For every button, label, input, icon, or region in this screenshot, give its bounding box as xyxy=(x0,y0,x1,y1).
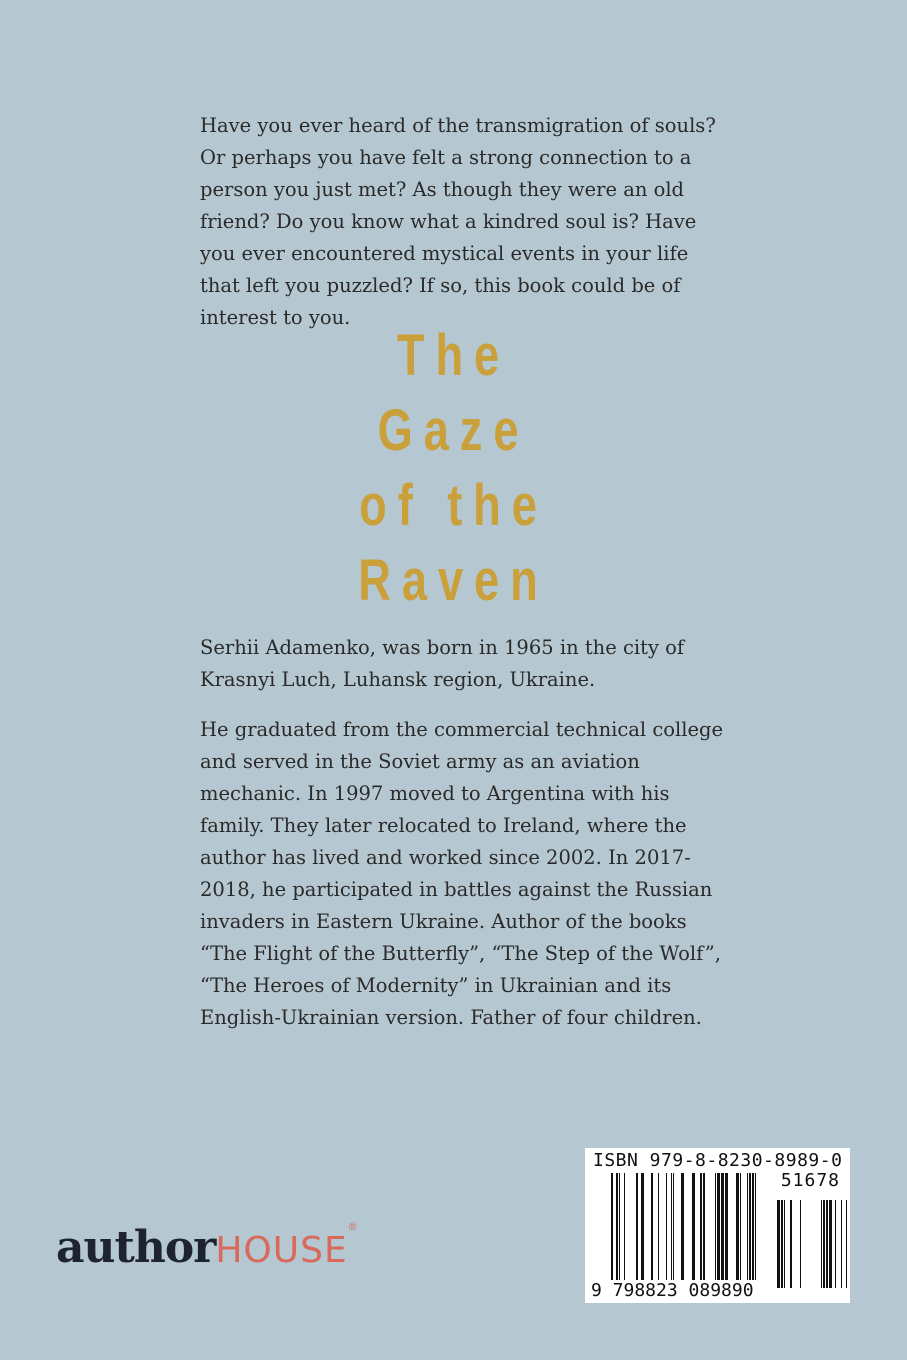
price-code: 51678 xyxy=(780,1170,840,1191)
publisher-logo xyxy=(56,1222,358,1273)
registered-mark: ® xyxy=(347,1222,358,1233)
back-cover-blurb: Have you ever heard of the transmigration of souls? Or perhaps you have felt a strong connection to a person you just met? As though they were an old friend? Do you know what a kindred soul is? Have you ever encountered mystical events in your life that left you puzzled? If so, this book could be of interest to you. xyxy=(200,114,716,329)
barcode-bar xyxy=(829,1200,832,1288)
barcode-bar xyxy=(800,1200,801,1288)
isbn-barcode xyxy=(585,1148,850,1303)
title-line: Raven xyxy=(358,548,549,613)
book-title xyxy=(0,318,907,618)
barcode-bar xyxy=(846,1200,847,1288)
title-line: Gaze xyxy=(377,398,530,463)
title-line: The xyxy=(396,323,511,388)
author-bio xyxy=(200,632,725,1052)
logo-author: author xyxy=(56,1222,216,1273)
barcode-bar xyxy=(841,1200,842,1288)
bio-paragraph: Serhii Adamenko, was born in 1965 in the city of Krasnyi Luch, Luhansk region, Ukraine. xyxy=(200,636,685,691)
barcode-bar xyxy=(790,1200,792,1288)
barcode-bar xyxy=(835,1200,836,1288)
logo-house: HOUSE xyxy=(215,1230,348,1271)
barcode-bar xyxy=(784,1200,785,1288)
title-line: of the xyxy=(359,473,548,538)
ean-digits: 9 798823 089890 xyxy=(591,1280,754,1301)
bio-paragraph: He graduated from the commercial technical college and served in the Soviet army as an aviation mechanic. In 1997 moved to Argentina with his family. They later relocated to Ireland, where the author has lived and worked since 2002. In 2017-2018, he participated in battles against the Russian invaders in Eastern Ukraine. Author of the books “The Flight of the Butterfly”, “The Step of the Wolf”, “The Heroes of Modernity” in Ukrainian and its English-Ukrainian version. Father of four children. xyxy=(200,718,724,1029)
barcode-bar xyxy=(777,1200,780,1288)
isbn-label: ISBN 979-8-8230-8989-0 xyxy=(593,1150,843,1171)
barcode-bar xyxy=(781,1200,783,1288)
barcode-bar xyxy=(821,1200,822,1288)
barcode-bar xyxy=(826,1200,828,1288)
barcode-bar xyxy=(823,1200,825,1288)
